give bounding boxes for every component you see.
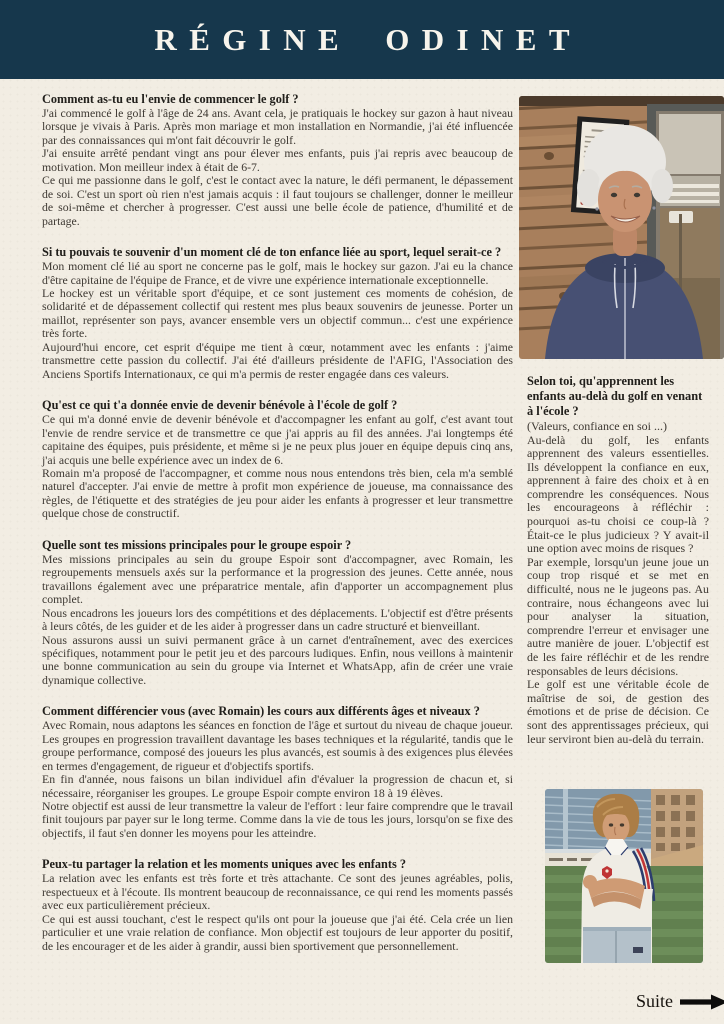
- qa-section: [42, 857, 513, 953]
- question: Qu'est ce qui t'a donnée envie de devenir bénévole à l'école de golf ?: [42, 398, 398, 413]
- answer-paragraph: Ce qui est aussi touchant, c'est le respect qu'ils ont pour la joueuse que j'ai été. Cela crée un lien particulier et une vraie relation de confiance. Mon objectif est toujours de leur apporter du positif, de les encourager et de les aider à grandir, aussi bien sportivement que personnellement.: [42, 911, 513, 953]
- question: Quelle sont tes missions principales pour le groupe espoir ?: [42, 537, 352, 552]
- answer-paragraph: Nous assurons aussi un suivi permanent grâce à un carnet d'entraînement, avec des exercices spécifiques, notamment pour le petit jeu et des parcours ludiques. Enfin, nous veillons à maintenir une bonne communication au sein du groupe via Internet et WhatsApp, afin de créer une vraie dynamique collective.: [42, 632, 513, 687]
- question: Comment as-tu eu l'envie de commencer le golf ?: [42, 92, 299, 106]
- suite-label: Suite: [636, 991, 674, 1011]
- question: Peux-tu partager la relation et les moments uniques avec les enfants ?: [42, 857, 406, 872]
- answer-paragraph: En fin d'année, nous faisons un bilan individuel afin d'évaluer la progression de chacun et, si nécessaire, réorganiser les groupes. Le groupe Espoir compte environ 18 à 19 élèves.: [42, 772, 513, 800]
- suite-link[interactable]: [636, 991, 724, 1012]
- qa-section: [42, 92, 513, 228]
- question: Si tu pouvais te souvenir d'un moment clé de ton enfance liée au sport, lequel serait-ce ?: [42, 245, 502, 260]
- answer-paragraph: Notre objectif est aussi de leur transmettre la valeur de l'effort : leur faire comprendre que le travail finit toujours par payer sur le long terme. Comme dans la vie de tous les jours, lorsqu'on se fixe des objectifs, il faut s'en donner les moyens pour les atteindre.: [42, 799, 513, 840]
- answer-paragraph: Nous encadrons les joueurs lors des compétitions et des déplacements. L'objectif est d'être présents à leurs côtés, de les guider et de les aider à progresser dans un cadre structuré et bienveillant.: [42, 605, 513, 634]
- archive-photo-illustration: [545, 789, 703, 963]
- arrow-right-icon: [680, 992, 724, 1012]
- answer-paragraph: J'ai ensuite arrêté pendant vingt ans pour élever mes enfants, puis j'ai repris avec beaucoup de motivation. Mon meilleur index à était de 6-7.: [42, 146, 513, 174]
- question: Comment différencier vous (avec Romain) les cours aux différents âges et niveaux ?: [42, 704, 480, 719]
- portrait-photo: [519, 96, 724, 359]
- interview-column: [42, 92, 513, 970]
- qa-section: [42, 245, 513, 381]
- answer-paragraph: Le hockey est un véritable sport d'équipe, et ce sont justement ces moments de cohésion, de solidarité et de dépassement collectif qui restent mes plus beaux souvenirs de jeunesse. Porter un maillot, représenter son pays, avancer ensemble vers un objectif commun... c'est une expérience très forte.: [42, 285, 513, 341]
- qa-section: [42, 538, 513, 688]
- sidebar-paragraph: Par exemple, lorsqu'un jeune joue un coup trop risqué et se met en difficulté, nous ne le jugeons pas. Au contraire, nous échangeons avec lui pour analyser la situation, comprendre l'erreur et envisager une autre manière de jouer. L'objectif est de les faire réfléchir et de les rendre responsables de leurs décisions.: [527, 554, 709, 678]
- sidebar-paragraph: Le golf est une véritable école de maîtrise de soi, de gestion des émotions et de prise de décision. Ce sont des apprentissages précieux, qui leur serviront bien au-delà du terrain.: [527, 677, 709, 746]
- page-header: [0, 0, 724, 79]
- page-title: RÉGINE ODINET: [154, 21, 582, 57]
- answer-paragraph: Avec Romain, nous adaptons les séances en fonction de l'âge et surtout du niveau de chaque joueur. Les groupes en progression travaillent davantage les bases techniques et la régularité, tandis que le groupe performance, composé des joueurs les plus avancés, est soumis à des exigences plus élevées en termes d'engagement, de rigueur et d'objectifs sportifs.: [42, 718, 513, 773]
- sidebar-column: [527, 374, 709, 746]
- answer-paragraph: Ce qui m'a donné envie de devenir bénévole et d'accompagner les enfant au golf, c'est avant tout l'envie de rendre service et de transmettre ce que j'ai appris au fil des années. J'ai longtemps été capitaine des équipes, puis présidente, et même si je ne peux plus jouer en équipe depuis cinq ans, j'ai acquis une belle expérience avec un index de 6.: [42, 412, 513, 467]
- answer-paragraph: Mon moment clé lié au sport ne concerne pas le golf, mais le hockey sur gazon. J'ai eu la chance d'être capitaine de l'équipe de France, et de vivre une expérience internationale exceptionnelle.: [42, 259, 513, 287]
- answer-paragraph: Ce qui me passionne dans le golf, c'est le contact avec la nature, le défi permanent, le dépassement de soi. C'est un sport où rien n'est jamais acquis : il faut toujours se challenger, donner le meilleur de soi-même et chercher à progresser. C'est aussi une belle école de patience, d'humilité et de partage.: [42, 173, 513, 228]
- answer-paragraph: Aujourd'hui encore, cet esprit d'équipe me tient à cœur, notamment avec les enfants : j'aime transmettre cette passion du collectif. J'ai été d'ailleurs présidente de l'AFIG, l'Association des Anciens Sportifs Internationaux, ce qui m'a permis de rester engagée dans ces valeurs.: [42, 339, 513, 381]
- portrait-photo-illustration: [519, 96, 724, 359]
- archive-photo: [545, 789, 703, 963]
- answer-paragraph: Mes missions principales au sein du groupe Espoir sont d'accompagner, avec Romain, les regroupements mensuels axés sur la performance et la progression des jeunes. Cette année, nous travaillons également avec une préparatrice mentale, afin d'apporter un accompagnement plus complet.: [42, 551, 513, 607]
- answer-paragraph: Romain m'a proposé de l'accompagner, et comme nous nous entendons très bien, cela m'a semblé naturel d'accepter. J'ai envie de mettre à profit mon expérience de joueuse, ma connaissance des règles, de l'étiquette et des stratégies de jeu pour aider les enfants à progresser et leur transmettre quelque chose de constructif.: [42, 465, 513, 521]
- answer-paragraph: La relation avec les enfants est très forte et très attachante. Ce sont des jeunes agréables, polis, respectueux et à l'écoute. Ils montrent beaucoup de reconnaissance, ce qui rend les moments passés avec eux particulièrement précieux.: [42, 871, 513, 913]
- qa-section: [42, 704, 513, 840]
- sidebar-paragraph: Au-delà du golf, les enfants apprennent des valeurs essentielles. Ils développent la confiance en eux, apprennent à faire des choix et à en comprendre les conséquences. Nous les encourageons à réfléchir : pourquoi as-tu choisi ce coup-là ? Était-ce le plus judicieux ? Y avait-il une option avec moins de risques ?: [527, 432, 709, 556]
- qa-section: [42, 398, 513, 521]
- answer-paragraph: J'ai commencé le golf à l'âge de 24 ans. Avant cela, je pratiquais le hockey sur gazon à haut niveau lorsque je vivais à Paris. Après mon mariage et mon installation en Normandie, j'ai été influencée par des connaissances qui m'ont fait découvrir le golf.: [42, 106, 513, 147]
- sidebar-question: Selon toi, qu'apprennent les enfants au-delà du golf en venant à l'école ?: [527, 374, 703, 418]
- sidebar-question-note: (Valeurs, confiance en soi ...): [527, 419, 667, 433]
